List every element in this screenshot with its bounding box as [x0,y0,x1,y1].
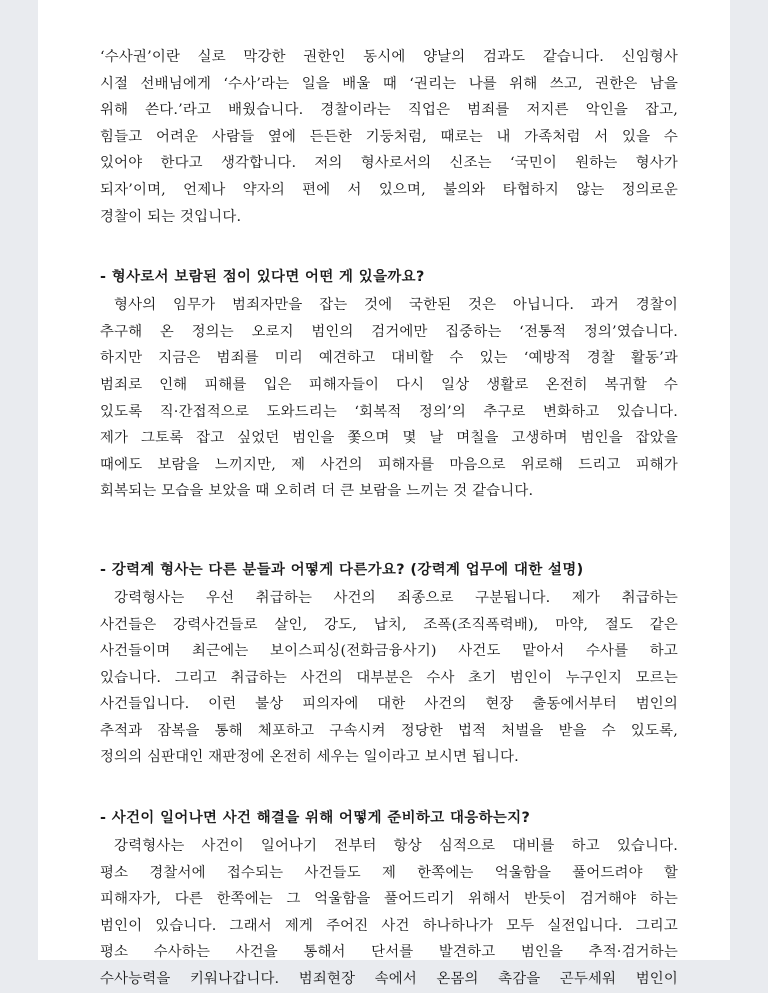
paragraph-line: 범인이 있습니다. 그래서 제게 주어진 사건 하나하나가 모두 실전입니다. 그리고 [100,917,678,934]
paragraph-line: 위해 쓴다.’라고 배웠습니다. 경찰이라는 직업은 범죄를 저지른 악인을 잡고, [100,102,678,119]
paragraph-line: 추구해 온 정의는 오로지 범인의 검거에만 집중하는 ‘전통적 정의’였습니다. [100,323,678,340]
paragraph-line: 피해자가, 다른 한쪽에는 그 억울함을 풀어드리기 위해서 반듯이 검거해야 하는 [100,891,678,908]
paragraph-line: 시절 선배님에게 ‘수사’라는 일을 배울 때 ‘권리는 나를 위해 쓰고, 권한은 남을 [100,75,678,92]
paragraph-line: 힘들고 어려운 사람들 옆에 든든한 기둥처럼, 때로는 내 가족처럼 서 있을 수 [100,128,678,145]
paragraph-line: 강력형사는 사건이 일어나기 전부터 항상 심적으로 대비를 하고 있습니다. [114,838,678,855]
paragraph-line: 평소 경찰서에 접수되는 사건들도 제 한쪽에는 억울함을 풀어드려야 할 [100,864,678,881]
paragraph-line: 때에도 보람을 느끼지만, 제 사건의 피해자를 마음으로 위로해 드리고 피해가 [100,456,678,473]
paragraph-line: 정의의 심판대인 재판정에 온전히 세우는 일이라고 보시면 됩니다. [100,749,519,766]
paragraph-line: 경찰이 되는 것입니다. [100,208,242,225]
document-page [38,0,730,988]
section-heading-rewarding: - 형사로서 보람된 점이 있다면 어떤 게 있을까요? [100,269,425,286]
paragraph-line: 되자’이며, 언제나 약자의 편에 서 있으며, 불의와 타협하지 않는 정의로운 [100,181,678,198]
paragraph-line: 제가 그토록 잡고 싶었던 범인을 쫓으며 몇 날 며칠을 고생하며 범인을 잡았을 [100,430,678,447]
section-heading-violent-crimes: - 강력계 형사는 다른 분들과 어떻게 다른가요? (강력계 업무에 대한 설명) [100,561,584,578]
paragraph-line: 사건들입니다. 이런 불상 피의자에 대한 사건의 현장 출동에서부터 범인의 [100,696,678,713]
paragraph-line: 하지만 지금은 범죄를 미리 예견하고 대비할 수 있는 ‘예방적 경찰 활동’과 [100,350,678,367]
intro-paragraph [100,44,678,230]
section-paragraph-rewarding [100,292,678,505]
section-paragraph-violent-crimes [100,585,678,771]
paragraph-line: 회복되는 모습을 보았을 때 오히려 더 큰 보람을 느끼는 것 같습니다. [100,483,534,500]
paragraph-line: 평소 수사하는 사건을 통해서 단서를 발견하고 범인을 추적·검거하는 [100,944,678,961]
paragraph-line: 사건들이며 최근에는 보이스피싱(전화금융사기) 사건도 맡아서 수사를 하고 [100,643,678,660]
paragraph-line: 형사의 임무가 범죄자만을 잡는 것에 국한된 것은 아닙니다. 과거 경찰이 [114,297,678,314]
paragraph-line: 있어야 한다고 생각합니다. 저의 형사로서의 신조는 ‘국민이 원하는 형사가 [100,155,678,172]
paragraph-line: 수사능력을 키워나갑니다. 범죄현장 속에서 온몸의 촉감을 곤두세워 범인이 [100,971,678,988]
paragraph-line: ‘수사권’이란 실로 막강한 권한인 동시에 양날의 검과도 같습니다. 신임형사 [100,49,678,65]
section-heading-case-response: - 사건이 일어나면 사건 해결을 위해 어떻게 준비하고 대응하는지? [100,810,531,827]
paragraph-line: 있도록 직·간접적으로 도와드리는 ‘회복적 정의’의 추구로 변화하고 있습니다. [100,403,678,420]
paragraph-line: 사건들은 강력사건들로 살인, 강도, 납치, 조폭(조직폭력배), 마약, 절도 같은 [100,616,678,633]
paragraph-line: 강력형사는 우선 취급하는 사건의 죄종으로 구분됩니다. 제가 취급하는 [114,589,678,606]
paragraph-line: 있습니다. 그리고 취급하는 사건의 대부분은 수사 초기 범인이 누구인지 모르는 [100,669,678,686]
paragraph-line: 추적과 잠복을 통해 체포하고 구속시켜 정당한 법적 처벌을 받을 수 있도록, [100,722,678,739]
section-paragraph-case-response [100,833,678,993]
paragraph-line: 범죄로 인해 피해를 입은 피해자들이 다시 일상 생활로 온전히 복귀할 수 [100,376,678,393]
